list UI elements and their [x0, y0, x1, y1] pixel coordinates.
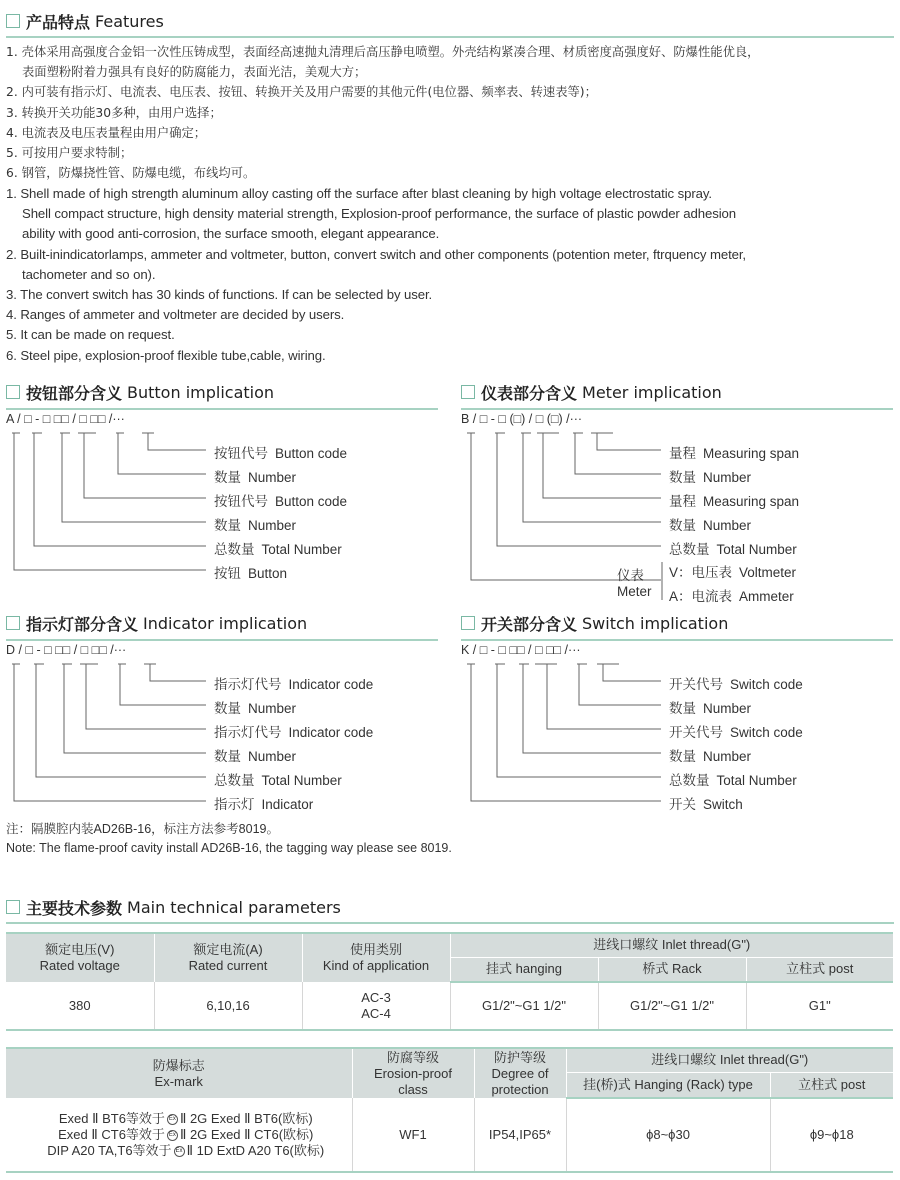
feature-item: 2. Built-inindicatorlamps, ammeter and voltmeter, button, convert switch and other components (potention meter, ftrquency meter, [6, 246, 746, 262]
cell-kind: AC-3 AC-4 [302, 982, 450, 1030]
feature-item: 2. 内可装有指示灯、电流表、电压表、按钮、转换开关及用户需要的其他元件(电位器、频率表、转速表等)； [6, 85, 597, 100]
diagram-label: 数量 Number [669, 470, 752, 485]
leader-line [62, 664, 206, 753]
button-heading [6, 379, 274, 405]
header-kind-of-application: 使用类别 Kind of application [302, 933, 450, 982]
diagram-label: 总数量 Total Number [669, 773, 797, 788]
leader-line [144, 664, 206, 681]
leader-line [535, 664, 661, 729]
rated-params-table [6, 932, 893, 1031]
diagram-label: 按钮代号 Button code [214, 446, 348, 461]
meter-rule [461, 408, 893, 410]
note-en: Note: The flame-proof cavity install AD26B-16, the tagging way please see 8019. [6, 841, 452, 855]
ex-symbol-icon: Ex [174, 1146, 185, 1157]
feature-item: 3. The convert switch has 30 kinds of functions. If can be selected by user. [6, 287, 433, 303]
switch-code-format: K / □ - □ □□ / □ □□ /··· [461, 643, 581, 657]
checkbox-square-icon [461, 385, 475, 399]
diagram-label: 指示灯 Indicator [214, 797, 314, 812]
leader-line [116, 433, 206, 474]
diagram-label: 数量 Number [214, 518, 297, 533]
feature-item: ability with good anti-corrosion, the surface smooth, elegant appearance. [22, 226, 440, 242]
leader-line [591, 433, 661, 450]
leader-line [597, 664, 661, 681]
diagram-label: 指示灯代号 Indicator code [214, 677, 374, 692]
header-rated-voltage: 额定电压(V) Rated voltage [6, 933, 154, 982]
diagram-label: V：电压表 Voltmeter [669, 565, 797, 580]
diagram-label: 数量 Number [669, 518, 752, 533]
feature-item: 5. It can be made on request. [6, 327, 175, 343]
checkbox-square-icon [6, 616, 20, 630]
header-hanging: 挂式 hanging [450, 957, 598, 982]
note [6, 820, 452, 858]
button-heading-zh: 按钮部分含义 [26, 383, 123, 403]
leader-line [12, 433, 206, 570]
header-hang-rack: 挂(桥)式 Hanging (Rack) type [566, 1072, 770, 1098]
cell-erosion: WF1 [352, 1098, 474, 1172]
diagram-label: 数量 Number [214, 470, 297, 485]
leader-line [142, 433, 206, 450]
button-heading-en: Button implication [127, 382, 275, 402]
indicator-code-format: D / □ - □ □□ / □ □□ /··· [6, 643, 127, 657]
checkbox-square-icon [461, 616, 475, 630]
feature-item: 3. 转换开关功能30多种，由用户选择； [6, 105, 222, 120]
diagram-label: 开关 Switch [669, 797, 743, 812]
checkbox-square-icon [6, 385, 20, 399]
feature-item: 6. 钢管，防爆挠性管、防爆电缆，布线均可。 [6, 166, 256, 181]
leader-line [78, 433, 206, 498]
exmark-params-table [6, 1047, 893, 1173]
checkbox-square-icon [6, 900, 20, 914]
leader-line [537, 433, 661, 498]
switch-rule [461, 639, 893, 641]
leader-line [118, 664, 206, 705]
diagram-label: 指示灯代号 Indicator code [214, 725, 374, 740]
diagram-label: 量程 Measuring span [669, 494, 800, 509]
exmark-line: Exed Ⅱ BT6等效于 Ex Ⅱ 2G Exed Ⅱ BT6(欧标) [58, 1110, 313, 1126]
leader-line [12, 664, 206, 801]
header-post: 立柱式 post [746, 957, 893, 982]
params-heading [6, 894, 341, 920]
features-heading-zh: 产品特点 [26, 12, 91, 32]
diagram-label: 量程 Measuring span [669, 446, 800, 461]
meter-heading [461, 379, 722, 405]
button-code-format: A / □ - □ □□ / □ □□ /··· [6, 412, 125, 426]
feature-item: Shell compact structure, high density material strength, Explosion-proof performance, the surface of plastic powder adhesion [22, 206, 737, 222]
indicator-heading [6, 610, 307, 636]
features-list-zh [6, 42, 759, 183]
feature-item: 5. 可按用户要求特制； [6, 146, 133, 161]
feature-item: 4. 电流表及电压表量程由用户确定； [6, 125, 207, 140]
switch-heading [461, 610, 728, 636]
features-list-en [6, 184, 746, 366]
header-exmark: 防爆标志 Ex-mark [6, 1048, 352, 1098]
feature-item: 6. Steel pipe, explosion-proof flexible tube,cable, wiring. [6, 347, 326, 363]
cell-degree: IP54,IP65* [474, 1098, 566, 1172]
cell-hanging: G1/2"~G1 1/2" [450, 982, 598, 1030]
indicator-code-diagram [6, 643, 446, 843]
table-row [6, 1098, 893, 1172]
cell-exmarks [6, 1098, 352, 1172]
switch-heading-zh: 开关部分含义 [481, 614, 578, 634]
feature-item: tachometer and so on). [22, 266, 156, 282]
button-code-diagram [6, 412, 446, 612]
diagram-label: 总数量 Total Number [669, 542, 797, 557]
diagram-label: 数量 Number [214, 701, 297, 716]
switch-code-diagram [461, 643, 900, 843]
table-row [6, 982, 893, 1030]
params-heading-zh: 主要技术参数 [26, 898, 123, 918]
leader-line [467, 433, 661, 580]
cell-post: G1" [746, 982, 893, 1030]
meter-label-zh: 仪表 [617, 568, 644, 583]
header-inlet-thread: 进线口螺纹 Inlet thread(G") [566, 1048, 893, 1072]
params-rule [6, 922, 894, 924]
checkbox-square-icon [6, 14, 20, 28]
meter-label-en: Meter [617, 584, 652, 599]
button-rule [6, 408, 438, 410]
params-heading-en: Main technical parameters [127, 897, 341, 917]
ex-symbol-icon: Ex [167, 1130, 178, 1141]
indicator-heading-zh: 指示灯部分含义 [26, 614, 139, 634]
ex-symbol-icon: Ex [167, 1114, 178, 1125]
feature-item: 1. 壳体采用高强度合金铝一次性压铸成型，表面经高速抛丸清理后高压静电喷塑。外壳结构紧凑合理、材质密度高强度好、防爆性能优良， [6, 45, 760, 59]
leader-line [519, 664, 661, 753]
diagram-label: 按钮 Button [214, 566, 288, 581]
diagram-label: 总数量 Total Number [214, 773, 342, 788]
diagram-label: 数量 Number [669, 749, 752, 764]
cell-hang-rack: ϕ8~ϕ30 [566, 1098, 770, 1172]
feature-item: 1. Shell made of high strength aluminum alloy casting off the surface after blast cleaning by high voltage electrostatic spray. [6, 186, 712, 201]
header-erosion-class: 防腐等级 Erosion-proof class [352, 1048, 474, 1098]
feature-item: 4. Ranges of ammeter and voltmeter are decided by users. [6, 307, 345, 323]
cell-post: ϕ9~ϕ18 [770, 1098, 893, 1172]
note-zh: 注：隔膜腔内装AD26B-16，标注方法参考8019。 [6, 822, 279, 836]
diagram-label: 数量 Number [214, 749, 297, 764]
header-inlet-thread: 进线口螺纹 Inlet thread(G") [450, 933, 893, 957]
diagram-label: 总数量 Total Number [214, 542, 342, 557]
meter-heading-zh: 仪表部分含义 [481, 383, 578, 403]
feature-item: 表面塑粉附着力强具有良好的防腐能力，表面光洁，美观大方； [22, 65, 367, 80]
header-rated-current: 额定电流(A) Rated current [154, 933, 302, 982]
header-post: 立柱式 post [770, 1072, 893, 1098]
header-rack: 桥式 Rack [598, 957, 746, 982]
exmark-line: DIP A20 TA,T6等效于 Ex Ⅱ 1D ExtD A20 T6(欧标) [47, 1142, 325, 1158]
meter-heading-en: Meter implication [582, 382, 722, 402]
leader-line [467, 664, 661, 801]
meter-code-format: B / □ - □ (□) / □ (□) /··· [461, 412, 583, 426]
features-heading-en: Features [95, 11, 164, 31]
meter-code-diagram [461, 412, 900, 607]
leader-line [577, 664, 661, 705]
diagram-label: 按钮代号 Button code [214, 494, 348, 509]
cell-current: 6,10,16 [154, 982, 302, 1030]
exmark-line: Exed Ⅱ CT6等效于 Ex Ⅱ 2G Exed Ⅱ CT6(欧标) [58, 1126, 314, 1142]
leader-line [80, 664, 206, 729]
features-heading [6, 8, 164, 34]
diagram-label: 数量 Number [669, 701, 752, 716]
leader-line [573, 433, 661, 474]
indicator-rule [6, 639, 438, 641]
switch-heading-en: Switch implication [582, 613, 729, 633]
diagram-label: 开关代号 Switch code [669, 725, 803, 740]
leader-line [521, 433, 661, 522]
indicator-heading-en: Indicator implication [143, 613, 308, 633]
cell-voltage: 380 [6, 982, 154, 1030]
header-degree-protection: 防护等级 Degree of protection [474, 1048, 566, 1098]
cell-rack: G1/2"~G1 1/2" [598, 982, 746, 1030]
features-rule [6, 36, 894, 38]
diagram-label: A：电流表 Ammeter [669, 589, 794, 604]
diagram-label: 开关代号 Switch code [669, 677, 803, 692]
leader-line [60, 433, 206, 522]
